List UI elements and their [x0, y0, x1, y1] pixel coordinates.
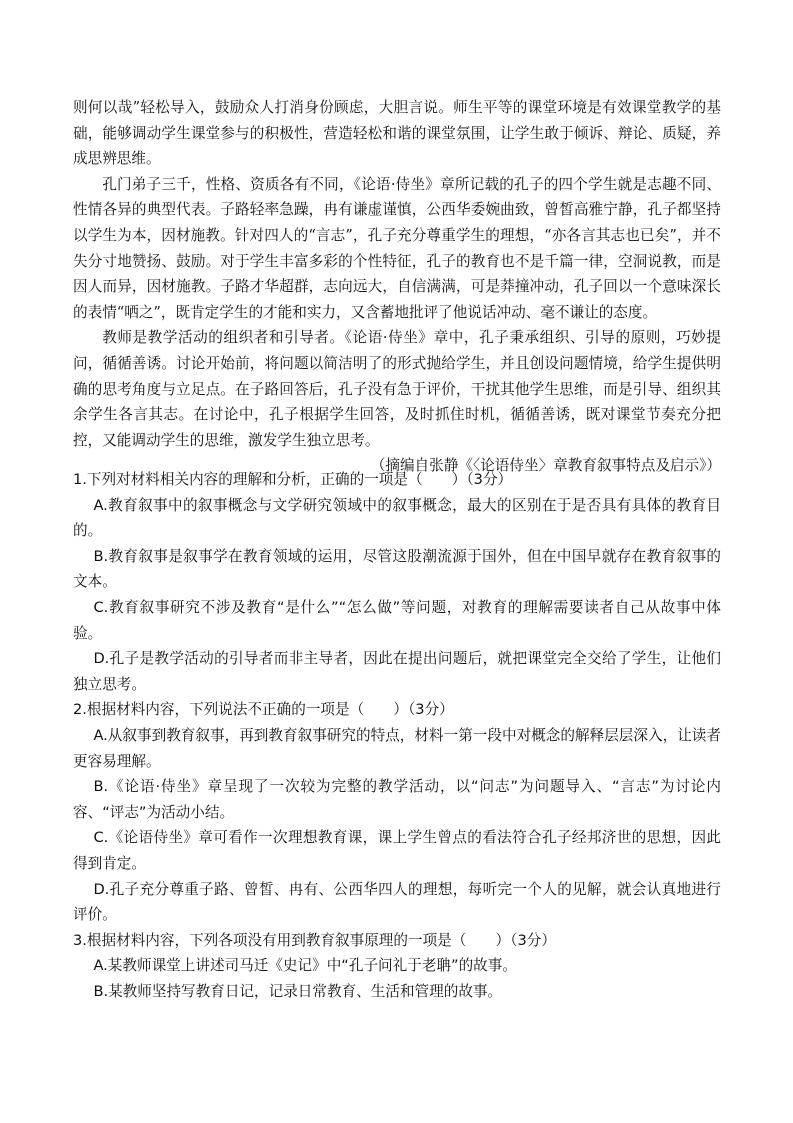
passage-source: （摘编自张静《〈论语侍坐〉章教育叙事特点及启示》）	[370, 457, 721, 475]
question-3-option-a: A.某教师课堂上讲述司马迁《史记》中“孔子问礼于老聃”的故事。	[93, 957, 517, 975]
question-1-option-c: C.教育叙事研究不涉及教育“是什么”“怎么做”等问题，对教育的理解需要读者自己从故事中体验。	[73, 598, 721, 642]
question-1-option-a: A.教育叙事中的叙事概念与文学研究领域中的叙事概念，最大的区别在于是否具有具体的教育目的。	[73, 496, 721, 540]
reading-passage	[73, 95, 721, 479]
question-2-option-d: D.孔子充分尊重子路、曾皙、冉有、公西华四人的理想，每听完一个人的见解，就会认真地进行评价。	[73, 880, 721, 924]
question-2-option-a: A.从叙事到教育叙事，再到教育叙事研究的特点，材料一第一段中对概念的解释层层深入，让读者更容易理解。	[73, 726, 721, 770]
question-list	[73, 467, 721, 1004]
passage-paragraph-2: 孔门弟子三千，性格、资质各有不同，《论语·侍坐》章所记载的孔子的四个学生就是志趣不同、性情各异的典型代表。子路轻率急躁，冉有谦虚谨慎，公西华委婉曲致，曾皙高雅宁静，孔子都坚持以学生为本，因材施教。针对四人的“言志”，孔子充分尊重学生的理想，“亦各言其志也已矣”，并不失分寸地赞扬、鼓励。对于学生丰富多彩的个性特征，孔子的教育也不是千篇一律，空洞说教，而是因人而异，因材施教。子路才华超群，志向远大，自信满满，可是莽撞冲动，孔子回以一个意味深长的表情“哂之”，既肯定学生的才能和实力，又含蓄地批评了他说话冲动、毫不谦让的态度。	[73, 175, 721, 321]
question-3-stem: 3.根据材料内容，下列各项没有用到教育叙事原理的一项是（ ）（3分）	[73, 931, 556, 949]
question-1-stem: 1.下列对材料相关内容的理解和分析，正确的一项是（ ）（3分）	[73, 471, 513, 488]
question-1-option-d: D.孔子是教学活动的引导者而非主导者，因此在提出问题后，就把课堂完全交给了学生，让他们独立思考。	[73, 650, 721, 693]
question-2-stem: 2.根据材料内容，下列说法不正确的一项是（ ）（3分）	[73, 701, 454, 719]
question-1-option-b: B.教育叙事是叙事学在教育领域的运用，尽管这股潮流源于国外，但在中国早就存在教育叙事的文本。	[73, 547, 721, 591]
question-2-option-b: B.《论语·侍坐》章呈现了一次较为完整的教学活动，以“问志”为问题导入、“言志”为讨论内容、“评志”为活动小结。	[73, 778, 721, 821]
question-2-option-c: C.《论语侍坐》章可看作一次理想教育课，课上学生曾点的看法符合孔子经邦济世的思想，因此得到肯定。	[73, 829, 721, 872]
passage-paragraph-1: 则何以哉”轻松导入，鼓励众人打消身份顾虑，大胆言说。师生平等的课堂环境是有效课堂教学的基础，能够调动学生课堂参与的积极性，营造轻松和谐的课堂氛围，让学生敢于倾诉、辩论、质疑，养成思辨思维。	[73, 99, 721, 168]
question-3-option-b: B.某教师坚持写教育日记，记录日常教育、生活和管理的故事。	[93, 982, 503, 1000]
passage-paragraph-3: 教师是教学活动的组织者和引导者。《论语·侍坐》章中，孔子秉承组织、引导的原则，巧妙提问，循循善诱。讨论开始前，将问题以简洁明了的形式抛给学生，并且创设问题情境，给学生提供明确的思考角度与立足点。在子路回答后，孔子没有急于评价，干扰其他学生思维，而是引导、组织其余学生各言其志。在讨论中，孔子根据学生回答，及时抓住时机，循循善诱，既对课堂节奏充分把控，又能调动学生的思维，激发学生独立思考。	[73, 329, 721, 449]
